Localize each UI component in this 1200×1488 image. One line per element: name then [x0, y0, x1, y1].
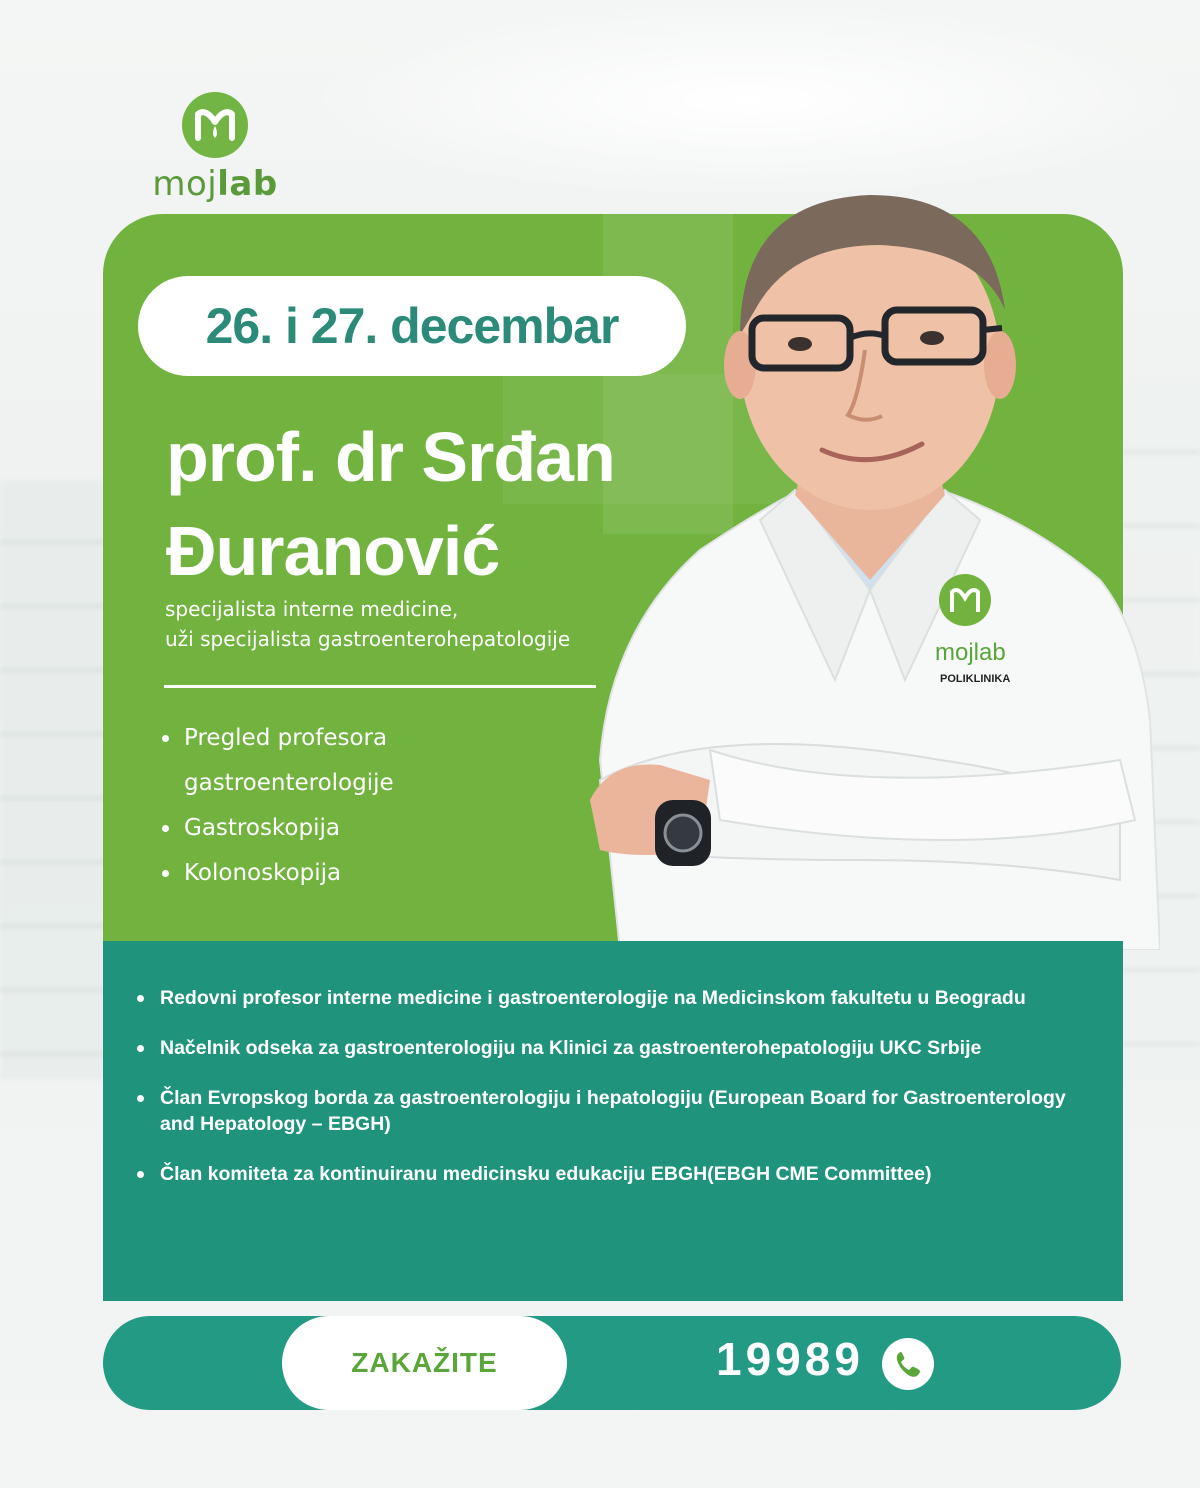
cta-bar	[103, 1316, 1121, 1410]
bio-list	[135, 985, 1095, 1211]
service-item: Pregled profesora	[160, 716, 480, 761]
bio-item: Redovni profesor interne medicine i gastroenterologije na Medicinskom fakultetu u Beogradu	[135, 985, 1095, 1011]
service-item: Kolonoskopija	[160, 851, 480, 896]
schedule-button[interactable]: ZAKAŽITE	[282, 1316, 567, 1410]
background-shelf-left	[0, 480, 110, 1080]
brand-logo	[150, 92, 280, 204]
brand-bold: lab	[217, 164, 278, 204]
doctor-name-line1: prof. dr Srđan	[166, 418, 615, 496]
doctor-specialty	[165, 594, 685, 654]
bio-item: Član komiteta za kontinuiranu medicinsku edukaciju EBGH(EBGH CME Committee)	[135, 1161, 1095, 1187]
bio-item: Član Evropskog borda za gastroenterologiju i hepatologiju (European Board for Gastroenterology and Hepatology – EBGH)	[135, 1085, 1095, 1137]
service-item: Gastroskopija	[160, 806, 480, 851]
brand-light: moj	[152, 164, 218, 204]
phone-number[interactable]: 19989	[716, 1333, 864, 1385]
doctor-name	[166, 410, 766, 598]
coat-logo-brand: mojlab	[935, 639, 1006, 666]
divider	[164, 685, 596, 688]
specialty-line1: specijalista interne medicine,	[165, 597, 459, 621]
service-item-continuation: gastroenterologije	[184, 770, 394, 796]
event-date-pill: 26. i 27. decembar	[138, 276, 686, 376]
mojlab-logo-icon	[182, 92, 248, 158]
doctor-name-line2: Đuranović	[166, 512, 500, 590]
bio-item: Načelnik odseka za gastroenterologiju na Klinici za gastroenterohepatologiju UKC Srbije	[135, 1035, 1095, 1061]
phone-icon[interactable]	[882, 1338, 934, 1390]
brand-wordmark	[150, 164, 280, 204]
specialty-line2: uži specijalista gastroenterohepatologije	[165, 627, 571, 651]
coat-logo-sub: POLIKLINIKA	[940, 673, 1011, 685]
services-list	[160, 716, 480, 896]
